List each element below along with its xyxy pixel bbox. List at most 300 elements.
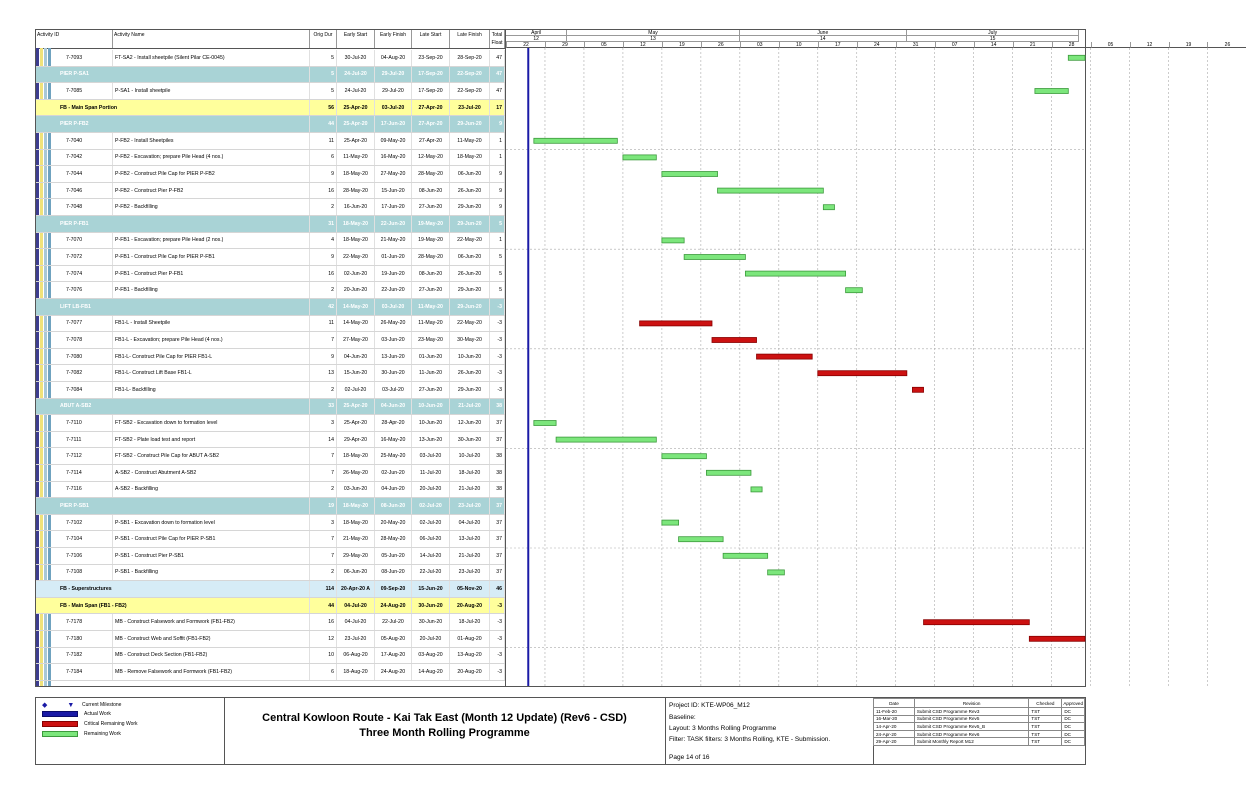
table-row[interactable] bbox=[36, 515, 505, 532]
cell-ef: 16-May-20 bbox=[375, 150, 412, 166]
cell-tf: 37 bbox=[490, 515, 505, 531]
cell-ef: 24-Aug-20 bbox=[375, 664, 412, 680]
cell-tf: 37 bbox=[490, 498, 505, 514]
cell-ls: 06-Jul-20 bbox=[412, 531, 450, 547]
page-number: Page 14 of 16 bbox=[669, 754, 710, 761]
filter-text: Filter: TASK filters: 3 Months Rolling, KTE - Submission. bbox=[669, 736, 831, 743]
cell-lf: 21-Jul-20 bbox=[450, 548, 490, 564]
cell-es: 29-May-20 bbox=[337, 548, 375, 564]
cell-lf: 26-Jun-20 bbox=[450, 266, 490, 282]
cell-dur: 5 bbox=[310, 83, 337, 99]
wbs-row[interactable] bbox=[36, 399, 505, 416]
cell-ls: 11-Jul-20 bbox=[412, 465, 450, 481]
remaining-bar[interactable] bbox=[723, 553, 768, 558]
cell-ef: 05-Aug-20 bbox=[375, 631, 412, 647]
table-row[interactable] bbox=[36, 50, 505, 67]
rev-date: 16-Mar-20 bbox=[874, 715, 915, 723]
table-header bbox=[36, 30, 505, 49]
cell-dur: 2 bbox=[310, 565, 337, 581]
cell-dur: 7 bbox=[310, 448, 337, 464]
cell-dur: 9 bbox=[310, 249, 337, 265]
header-late-finish[interactable]: Late Finish bbox=[450, 30, 490, 48]
header-early-finish[interactable]: Early Finish bbox=[375, 30, 412, 48]
cell-lf: 05-Nov-20 bbox=[450, 581, 490, 597]
cell-tf: 5 bbox=[490, 266, 505, 282]
table-row[interactable] bbox=[36, 648, 505, 665]
cell-tf: 46 bbox=[490, 581, 505, 597]
rev-row bbox=[874, 738, 1085, 746]
rev-header-approved: Approved bbox=[1063, 700, 1083, 706]
cell-ef: 19-Jun-20 bbox=[375, 266, 412, 282]
cell-es: 18-Aug-20 bbox=[337, 664, 375, 680]
cell-ls: 08-Jun-20 bbox=[412, 266, 450, 282]
cell-ls: 14-Jul-20 bbox=[412, 548, 450, 564]
cell-ls: 02-Jul-20 bbox=[412, 498, 450, 514]
cell-ef: 29-Jul-20 bbox=[375, 67, 412, 83]
table-row[interactable] bbox=[36, 150, 505, 167]
cell-tf: -3 bbox=[490, 299, 505, 315]
cell-ef: 20-May-20 bbox=[375, 515, 412, 531]
table-row[interactable] bbox=[36, 316, 505, 333]
cell-id: 7-7072 bbox=[64, 249, 113, 265]
cell-es: 18-May-20 bbox=[337, 498, 375, 514]
cell-dur: 2 bbox=[310, 382, 337, 398]
cell-dur: 13 bbox=[310, 365, 337, 381]
cell-ls: 27-Jun-20 bbox=[412, 199, 450, 215]
cell-dur: 14 bbox=[310, 432, 337, 448]
cell-ls: 28-May-20 bbox=[412, 166, 450, 182]
cell-dur: 31 bbox=[310, 216, 337, 232]
layout-name: Layout: 3 Months Rolling Programme bbox=[669, 725, 777, 732]
cell-name: FB1-L - Install Sheetpile bbox=[113, 316, 310, 332]
cell-ef: 03-Jul-20 bbox=[375, 382, 412, 398]
remaining-bar[interactable] bbox=[745, 271, 845, 276]
cell-ls: 27-Apr-20 bbox=[412, 116, 450, 132]
cell-dur: 44 bbox=[310, 116, 337, 132]
table-row[interactable] bbox=[36, 349, 505, 366]
remaining-bar[interactable] bbox=[679, 537, 724, 542]
remaining-bar[interactable] bbox=[1068, 55, 1085, 60]
cell-ef: 25-May-20 bbox=[375, 448, 412, 464]
header-late-start[interactable]: Late Start bbox=[412, 30, 450, 48]
cell-tf: 5 bbox=[490, 282, 505, 298]
wbs-row[interactable] bbox=[36, 100, 505, 117]
table-row[interactable] bbox=[36, 266, 505, 283]
critical-bar[interactable] bbox=[1029, 636, 1085, 641]
table-row[interactable] bbox=[36, 183, 505, 200]
cell-ls: 12-May-20 bbox=[412, 150, 450, 166]
milestone-icon: ◆ ▼ bbox=[42, 701, 75, 709]
header-total-float[interactable]: Total Float bbox=[490, 30, 505, 48]
cell-tf: -3 bbox=[490, 631, 505, 647]
cell-lf: 22-Sep-20 bbox=[450, 83, 490, 99]
cell-id: 7-7184 bbox=[64, 664, 113, 680]
cell-ef: 26-May-20 bbox=[375, 316, 412, 332]
cell-name: P-FB1 - Construct Pile Cap for PIER P-FB1 bbox=[113, 249, 310, 265]
week-label: 19 bbox=[1169, 42, 1208, 48]
week-label: 05 bbox=[584, 42, 623, 48]
remaining-bar[interactable] bbox=[662, 172, 718, 177]
cell-es: 25-Apr-20 bbox=[337, 399, 375, 415]
revision-table bbox=[873, 698, 1085, 764]
cell-name: MB - Construct Falsework and Formwork (FB1-FB2) bbox=[113, 614, 310, 630]
cell-es: 24-Jul-20 bbox=[337, 83, 375, 99]
cell-ef: 09-Sep-20 bbox=[375, 581, 412, 597]
cell-tf: -3 bbox=[490, 614, 505, 630]
cell-ef: 21-May-20 bbox=[375, 233, 412, 249]
cell-name: P-FB2 - Construct Pile Cap for PIER P-FB2 bbox=[113, 166, 310, 182]
cell-ls: 01-Jun-20 bbox=[412, 349, 450, 365]
wbs-row[interactable] bbox=[36, 598, 505, 615]
week-label: 19 bbox=[662, 42, 701, 48]
rev-desc: Submit CSD Programme Rev5 bbox=[914, 715, 1029, 723]
cell-lf: 06-Jun-20 bbox=[450, 249, 490, 265]
rev-desc: Submit CSD Programme Rev3 bbox=[914, 708, 1029, 716]
cell-id: 7-7084 bbox=[64, 382, 113, 398]
week-label: 12 bbox=[1130, 42, 1169, 48]
cell-name: FB1-L- Construct Lift Base FB1-L bbox=[113, 365, 310, 381]
wbs-row[interactable] bbox=[36, 581, 505, 598]
cell-tf: -3 bbox=[490, 349, 505, 365]
critical-bar[interactable] bbox=[640, 321, 712, 326]
cell-ls: 27-Jun-20 bbox=[412, 382, 450, 398]
cell-name: P-FB1 - Excavation; prepare Pile Head (2 nos.) bbox=[113, 233, 310, 249]
cell-tf: 1 bbox=[490, 133, 505, 149]
table-row[interactable] bbox=[36, 565, 505, 582]
rev-row bbox=[874, 708, 1085, 716]
cell-es: 25-Apr-20 bbox=[337, 116, 375, 132]
cell-ef: 03-Jun-20 bbox=[375, 332, 412, 348]
cell-dur: 33 bbox=[310, 399, 337, 415]
table-row[interactable] bbox=[36, 614, 505, 631]
remaining-bar[interactable] bbox=[751, 487, 762, 492]
cell-es: 15-Jun-20 bbox=[337, 365, 375, 381]
cell-dur: 2 bbox=[310, 199, 337, 215]
cell-dur: 9 bbox=[310, 166, 337, 182]
remaining-bar[interactable] bbox=[662, 520, 679, 525]
cell-ef: 29-Jul-20 bbox=[375, 83, 412, 99]
rev-desc: Submit CSD Programme Rev5_B bbox=[914, 723, 1029, 731]
cell-ef: 22-Jul-20 bbox=[375, 614, 412, 630]
table-row[interactable] bbox=[36, 365, 505, 382]
cell-tf: 47 bbox=[490, 50, 505, 66]
cell-tf: 37 bbox=[490, 565, 505, 581]
cell-ls: 19-May-20 bbox=[412, 233, 450, 249]
table-row[interactable] bbox=[36, 482, 505, 499]
rev-checked: TST bbox=[1029, 738, 1062, 746]
cell-ef: 13-Jun-20 bbox=[375, 349, 412, 365]
critical-bar[interactable] bbox=[757, 354, 813, 359]
cell-ls: 28-May-20 bbox=[412, 249, 450, 265]
rev-desc: Submit CSD Programme Rev6 bbox=[914, 730, 1029, 738]
cell-lf: 26-Jun-20 bbox=[450, 365, 490, 381]
week-label: 26 bbox=[701, 42, 740, 48]
remaining-bar[interactable] bbox=[718, 188, 824, 193]
remaining-bar[interactable] bbox=[684, 255, 745, 260]
cell-ls: 15-Jun-20 bbox=[412, 581, 450, 597]
rev-date: 29-Apr-20 bbox=[874, 738, 915, 746]
wbs-row[interactable] bbox=[36, 299, 505, 316]
cell-lf: 29-Jun-20 bbox=[450, 299, 490, 315]
remaining-bar[interactable] bbox=[556, 437, 656, 442]
cell-id: 7-7182 bbox=[64, 648, 113, 664]
table-row[interactable] bbox=[36, 382, 505, 399]
rev-date: 14-Apr-20 bbox=[874, 723, 915, 731]
cell-name: P-SB1 - Construct Pier P-SB1 bbox=[113, 548, 310, 564]
cell-tf: 5 bbox=[490, 216, 505, 232]
cell-id: 7-7116 bbox=[64, 482, 113, 498]
table-row[interactable] bbox=[36, 133, 505, 150]
cell-ls: 23-May-20 bbox=[412, 332, 450, 348]
cell-name: P-SB1 - Excavation down to formation level bbox=[113, 515, 310, 531]
cell-lf: 21-Jul-20 bbox=[450, 482, 490, 498]
cell-lf: 29-Jun-20 bbox=[450, 216, 490, 232]
cell-tf: 37 bbox=[490, 432, 505, 448]
table-row[interactable] bbox=[36, 448, 505, 465]
cell-tf: 47 bbox=[490, 67, 505, 83]
cell-es: 03-Jun-20 bbox=[337, 482, 375, 498]
cell-ls: 27-Jun-20 bbox=[412, 282, 450, 298]
rev-checked: TST bbox=[1029, 715, 1062, 723]
cell-ls: 10-Jun-20 bbox=[412, 415, 450, 431]
table-row[interactable] bbox=[36, 166, 505, 183]
cell-id: 7-7078 bbox=[64, 332, 113, 348]
cell-id: 7-7074 bbox=[64, 266, 113, 282]
cell-es: 28-May-20 bbox=[337, 183, 375, 199]
cell-lf: 26-Jun-20 bbox=[450, 183, 490, 199]
cell-name: FB1-L- Construct Pile Cap for PIER FB1-L bbox=[113, 349, 310, 365]
table-row[interactable] bbox=[36, 664, 505, 681]
cell-tf: -3 bbox=[490, 316, 505, 332]
cell-dur: 11 bbox=[310, 133, 337, 149]
cell-id: PIER P-FB2 bbox=[58, 116, 310, 132]
cell-ef: 05-Jun-20 bbox=[375, 548, 412, 564]
rev-checked: TST bbox=[1029, 708, 1062, 716]
cell-id: PIER P-SA1 bbox=[58, 67, 310, 83]
cell-id: 7-7082 bbox=[64, 365, 113, 381]
header-orig-dur[interactable]: Orig Dur bbox=[310, 30, 337, 48]
cell-tf: -3 bbox=[490, 664, 505, 680]
cell-name: FT-SB2 - Excavation down to formation level bbox=[113, 415, 310, 431]
cell-ls: 22-Jul-20 bbox=[412, 565, 450, 581]
cell-dur: 10 bbox=[310, 648, 337, 664]
week-label: 10 bbox=[779, 42, 818, 48]
cell-ls: 20-Jul-20 bbox=[412, 631, 450, 647]
rev-approved: DC bbox=[1062, 708, 1085, 716]
table-row[interactable] bbox=[36, 432, 505, 449]
cell-es: 20-Apr-20 A bbox=[337, 581, 375, 597]
week-label: 21 bbox=[1013, 42, 1052, 48]
month-label: May bbox=[567, 30, 740, 36]
table-row[interactable] bbox=[36, 548, 505, 565]
cell-lf: 29-Jun-20 bbox=[450, 382, 490, 398]
cell-ef: 09-May-20 bbox=[375, 133, 412, 149]
legend-actual bbox=[42, 711, 111, 717]
wbs-row[interactable] bbox=[36, 216, 505, 233]
remaining-bar[interactable] bbox=[846, 288, 863, 293]
cell-name: P-SB1 - Backfilling bbox=[113, 565, 310, 581]
cell-ef: 03-Jul-20 bbox=[375, 100, 412, 116]
remaining-bar[interactable] bbox=[534, 421, 556, 426]
remaining-bar[interactable] bbox=[662, 454, 707, 459]
cell-ls: 08-Jun-20 bbox=[412, 183, 450, 199]
cell-lf: 11-May-20 bbox=[450, 133, 490, 149]
cell-tf: 9 bbox=[490, 199, 505, 215]
cell-tf: 9 bbox=[490, 116, 505, 132]
critical-bar[interactable] bbox=[818, 371, 907, 376]
cell-es: 25-Apr-20 bbox=[337, 100, 375, 116]
cell-id: 7-7110 bbox=[64, 415, 113, 431]
remaining-bar[interactable] bbox=[534, 138, 618, 143]
critical-bar[interactable] bbox=[912, 387, 923, 392]
cell-lf: 29-Jun-20 bbox=[450, 199, 490, 215]
cell-dur: 7 bbox=[310, 332, 337, 348]
remaining-bar-icon bbox=[42, 731, 78, 737]
cell-lf: 30-May-20 bbox=[450, 332, 490, 348]
cell-lf: 22-May-20 bbox=[450, 316, 490, 332]
cell-lf: 06-Jun-20 bbox=[450, 166, 490, 182]
table-row[interactable] bbox=[36, 465, 505, 482]
rev-row bbox=[874, 730, 1085, 738]
rev-header-date: Date bbox=[874, 699, 915, 708]
cell-ef: 03-Jul-20 bbox=[375, 299, 412, 315]
cell-ef: 24-Aug-20 bbox=[375, 598, 412, 614]
cell-lf: 20-Aug-20 bbox=[450, 664, 490, 680]
project-info bbox=[665, 698, 874, 764]
remaining-bar[interactable] bbox=[706, 470, 751, 475]
legend bbox=[36, 698, 225, 764]
cell-es: 04-Jun-20 bbox=[337, 349, 375, 365]
cell-lf: 12-Jun-20 bbox=[450, 415, 490, 431]
cell-name: A-SB2 - Construct Abutment A-SB2 bbox=[113, 465, 310, 481]
cell-lf: 10-Jun-20 bbox=[450, 349, 490, 365]
cell-id: 7-7077 bbox=[64, 316, 113, 332]
table-row[interactable] bbox=[36, 415, 505, 432]
wbs-row[interactable] bbox=[36, 116, 505, 133]
title-block bbox=[224, 698, 666, 764]
cell-lf: 13-Jul-20 bbox=[450, 531, 490, 547]
critical-bar[interactable] bbox=[712, 338, 757, 343]
gantt-chart bbox=[506, 30, 1231, 686]
week-label: 22 bbox=[506, 42, 545, 48]
week-label: 24 bbox=[857, 42, 896, 48]
cell-name: P-SA1 - Install sheetpile bbox=[113, 83, 310, 99]
cell-dur: 9 bbox=[310, 349, 337, 365]
footer-block bbox=[35, 697, 1086, 765]
cell-lf: 23-Jul-20 bbox=[450, 498, 490, 514]
remaining-bar[interactable] bbox=[662, 238, 684, 243]
month-number: 15 bbox=[907, 36, 1080, 42]
table-row[interactable] bbox=[36, 249, 505, 266]
month-number: 14 bbox=[740, 36, 907, 42]
cell-tf: -3 bbox=[490, 365, 505, 381]
cell-es: 22-May-20 bbox=[337, 249, 375, 265]
header-activity-name[interactable]: Activity Name bbox=[113, 30, 310, 48]
remaining-bar[interactable] bbox=[768, 570, 785, 575]
remaining-bar[interactable] bbox=[823, 205, 834, 210]
cell-lf: 04-Jul-20 bbox=[450, 515, 490, 531]
table-row[interactable] bbox=[36, 282, 505, 299]
cell-lf: 29-Jun-20 bbox=[450, 282, 490, 298]
cell-tf: 1 bbox=[490, 233, 505, 249]
cell-name: P-FB1 - Backfilling bbox=[113, 282, 310, 298]
header-activity-id[interactable]: Activity ID bbox=[36, 30, 113, 48]
project-id: Project ID: KTE-WP06_M12 bbox=[669, 702, 750, 709]
wbs-row[interactable] bbox=[36, 498, 505, 515]
cell-ls: 23-Sep-20 bbox=[412, 50, 450, 66]
cell-es: 02-Jun-20 bbox=[337, 266, 375, 282]
table-row[interactable] bbox=[36, 199, 505, 216]
header-early-start[interactable]: Early Start bbox=[337, 30, 375, 48]
cell-es: 04-Jul-20 bbox=[337, 614, 375, 630]
rev-row bbox=[874, 715, 1085, 723]
rev-approved: DC bbox=[1062, 738, 1085, 746]
cell-tf: 38 bbox=[490, 465, 505, 481]
cell-es: 25-Apr-20 bbox=[337, 133, 375, 149]
cell-ef: 28-May-20 bbox=[375, 531, 412, 547]
cell-ef: 17-Jun-20 bbox=[375, 116, 412, 132]
cell-ef: 04-Aug-20 bbox=[375, 50, 412, 66]
cell-lf: 20-Aug-20 bbox=[450, 598, 490, 614]
cell-name: MB - Construct Deck Section (FB1-FB2) bbox=[113, 648, 310, 664]
cell-id: LIFT LB-FB1 bbox=[58, 299, 310, 315]
cell-dur: 5 bbox=[310, 67, 337, 83]
cell-ef: 08-Jun-20 bbox=[375, 498, 412, 514]
cell-es: 18-May-20 bbox=[337, 233, 375, 249]
cell-ls: 30-Jun-20 bbox=[412, 614, 450, 630]
cell-id: FB - Main Span (FB1 - FB2) bbox=[58, 598, 310, 614]
cell-es: 04-Jul-20 bbox=[337, 598, 375, 614]
cell-ef: 17-Jun-20 bbox=[375, 199, 412, 215]
table-row[interactable] bbox=[36, 332, 505, 349]
cell-id: 7-7076 bbox=[64, 282, 113, 298]
cell-name: FT-SB2 - Plate load test and report bbox=[113, 432, 310, 448]
cell-tf: 38 bbox=[490, 399, 505, 415]
rev-date: 24-Apr-20 bbox=[874, 730, 915, 738]
rev-checked: TST bbox=[1029, 723, 1062, 731]
table-row[interactable] bbox=[36, 531, 505, 548]
cell-name: P-SB1 - Construct Pile Cap for PIER P-SB1 bbox=[113, 531, 310, 547]
legend-label: Critical Remaining Work bbox=[84, 721, 138, 727]
cell-id: 7-7093 bbox=[64, 50, 113, 66]
legend-label: Actual Work bbox=[84, 711, 111, 717]
cell-ef: 16-May-20 bbox=[375, 432, 412, 448]
cell-tf: 47 bbox=[490, 83, 505, 99]
cell-name: MB - Remove Falsework and Formwork (FB1-FB2) bbox=[113, 664, 310, 680]
cell-ef: 01-Jun-20 bbox=[375, 249, 412, 265]
remaining-bar[interactable] bbox=[623, 155, 656, 160]
rev-row bbox=[874, 723, 1085, 731]
cell-ls: 11-May-20 bbox=[412, 299, 450, 315]
cell-id: PIER P-SB1 bbox=[58, 498, 310, 514]
cell-es: 11-May-20 bbox=[337, 150, 375, 166]
table-row[interactable] bbox=[36, 631, 505, 648]
wbs-row[interactable] bbox=[36, 67, 505, 84]
rev-date: 11-Feb-20 bbox=[874, 708, 915, 716]
remaining-bar[interactable] bbox=[1035, 89, 1068, 94]
table-row[interactable] bbox=[36, 233, 505, 250]
cell-tf: 38 bbox=[490, 482, 505, 498]
critical-bar[interactable] bbox=[924, 620, 1030, 625]
cell-tf: 37 bbox=[490, 548, 505, 564]
week-label: 03 bbox=[740, 42, 779, 48]
month-label: April bbox=[506, 30, 567, 36]
table-row[interactable] bbox=[36, 83, 505, 100]
cell-dur: 6 bbox=[310, 150, 337, 166]
week-label: 29 bbox=[545, 42, 584, 48]
cell-ls: 20-Jul-20 bbox=[412, 482, 450, 498]
cell-es: 16-Jun-20 bbox=[337, 199, 375, 215]
